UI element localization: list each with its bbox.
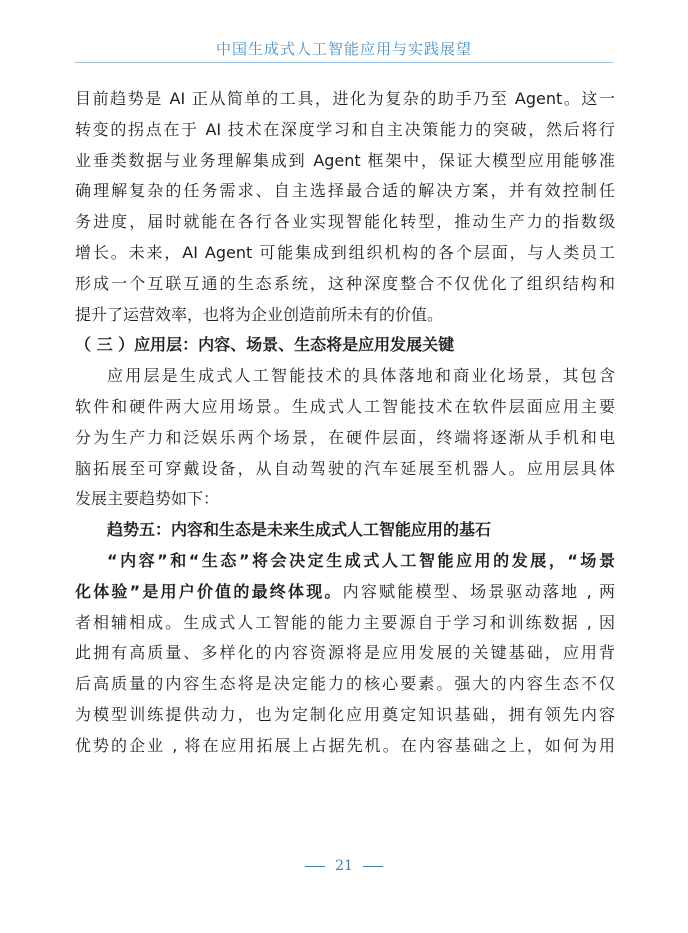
body-line: 发展主要趋势如下： [75, 489, 220, 509]
body-line-bold: “内容”和“生态”将会决定生成式人工智能应用的发展，“场景 [107, 550, 615, 570]
body-line: 者相辅相成。生成式人工智能的能力主要源自于学习和训练数据 , 因 [75, 612, 615, 632]
body-line: 业垂类数据与业务理解集成到 Agent 框架中，保证大模型应用能够准 [75, 150, 615, 170]
body-line: 脑拓展至可穿戴设备，从自动驾驶的汽车延展至机器人。应用层具体 [75, 458, 615, 478]
running-header: 中国生成式人工智能应用与实践展望 [215, 40, 472, 58]
paragraph-application-layer [75, 361, 615, 515]
body-line: 分为生产力和泛娱乐两个场景，在硬件层面，终端将逐渐从手机和电 [75, 427, 615, 447]
paragraph-agent-trend [75, 84, 615, 330]
body-line: 为模型训练提供动力，也为定制化应用奠定知识基础，拥有领先内容 [75, 704, 615, 724]
trend-heading: 趋势五：内容和生态是未来生成式人工智能应用的基石 [107, 520, 492, 540]
page-footer [0, 858, 688, 874]
paragraph-content-ecosystem [75, 546, 615, 762]
page-number: 21 [335, 858, 353, 874]
page-body [75, 84, 615, 762]
body-text: 内容赋能模型、场景驱动落地 , 两 [342, 581, 615, 601]
body-line: 转变的拐点在于 AI 技术在深度学习和自主决策能力的突破，然后将行 [75, 119, 615, 139]
body-line: 务进度，届时就能在各行各业实现智能化转型，推动生产力的指数级 [75, 212, 615, 232]
body-line-mixed [75, 577, 615, 608]
body-line: 增长。未来，AI Agent 可能集成到组织机构的各个层面，与人类员工 [75, 242, 615, 262]
body-line: 确理解复杂的任务需求、自主选择最合适的解决方案，并有效控制任 [75, 181, 615, 201]
body-line: 优势的企业 , 将在应用拓展上占据先机。在内容基础之上，如何为用 [75, 735, 615, 755]
body-line: 应用层是生成式人工智能技术的具体落地和商业化场景，其包含 [107, 366, 615, 386]
header-divider [75, 62, 613, 63]
body-line: 软件和硬件两大应用场景。生成式人工智能技术在软件层面应用主要 [75, 396, 615, 416]
body-line: 形成一个互联互通的生态系统，这种深度整合不仅优化了组织结构和 [75, 273, 615, 293]
footer-dash-left [305, 866, 325, 867]
body-line: 目前趋势是 AI 正从简单的工具，进化为复杂的助手乃至 Agent。这一 [75, 89, 615, 108]
body-line: 此拥有高质量、多样化的内容资源将是应用发展的关键基础，应用背 [75, 643, 615, 663]
body-line: 提升了运营效率，也将为企业创造前所未有的价值。 [75, 304, 444, 324]
footer-dash-right [363, 866, 383, 867]
bold-lead-text: 化体验”是用户价值的最终体现。 [75, 581, 343, 601]
section-heading-application-layer: （ 三 ）应用层：内容、场景、生态将是应用发展关键 [75, 335, 455, 355]
body-line: 后高质量的内容生态将是决定能力的核心要素。强大的内容生态不仅 [75, 674, 615, 694]
